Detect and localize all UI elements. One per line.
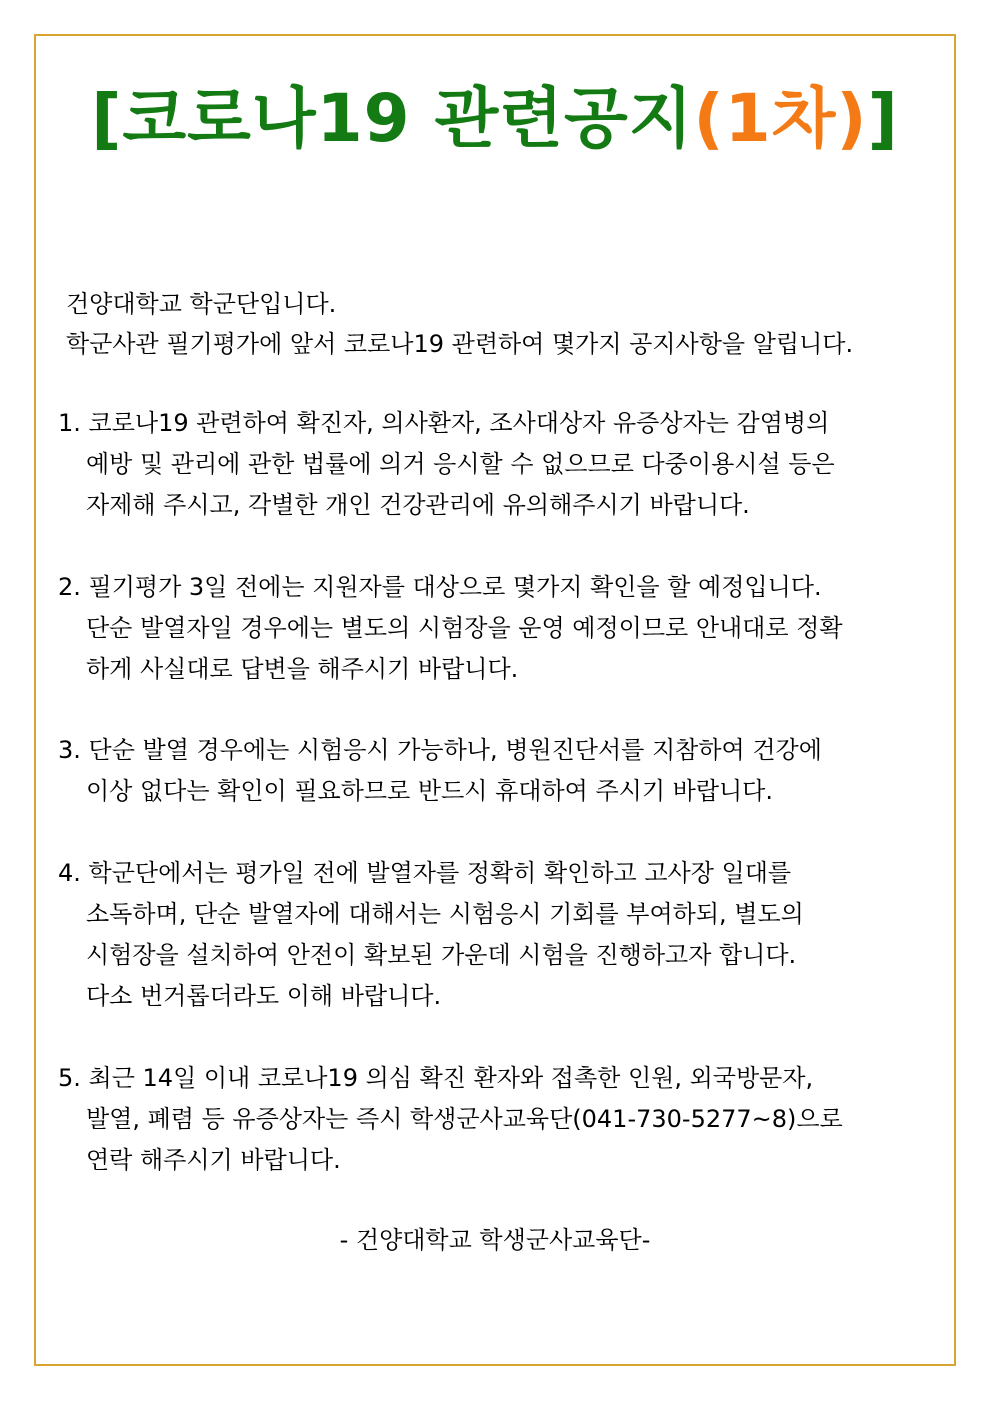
- notice-item-2: [58, 567, 938, 690]
- notice-item-line: 3. 단순 발열 경우에는 시험응시 가능하나, 병원진단서를 지참하여 건강에: [58, 736, 822, 764]
- title-close-bracket: ]: [867, 80, 899, 157]
- signature: - 건양대학교 학생군사교육단-: [339, 1226, 651, 1254]
- notice-item-line: 발열, 폐렴 등 유증상자는 즉시 학생군사교육단(041-730-5277~8)으로: [86, 1105, 843, 1133]
- notice-item-line: 다소 번거롭더라도 이해 바랍니다.: [86, 982, 442, 1010]
- notice-item-line: 1. 코로나19 관련하여 확진자, 의사환자, 조사대상자 유증상자는 감염병의: [58, 409, 830, 437]
- notice-item-line: 단순 발열자일 경우에는 별도의 시험장을 운영 예정이므로 안내대로 정확: [86, 614, 843, 642]
- notice-item-line: 시험장을 설치하여 안전이 확보된 가운데 시험을 진행하고자 합니다.: [86, 941, 797, 969]
- notice-item-line: 예방 및 관리에 관한 법률에 의거 응시할 수 없으므로 다중이용시설 등은: [86, 450, 835, 478]
- title-suffix: (1차): [693, 80, 868, 157]
- notice-item-line: 소독하며, 단순 발열자에 대해서는 시험응시 기회를 부여하되, 별도의: [86, 900, 804, 928]
- notice-item-line: 이상 없다는 확인이 필요하므로 반드시 휴대하여 주시기 바랍니다.: [86, 777, 773, 805]
- notice-item-1: [58, 403, 938, 526]
- intro-line: 건양대학교 학군단입니다.: [66, 290, 337, 318]
- title-open-bracket: [: [91, 80, 123, 157]
- title-main: 코로나19 관련공지: [122, 80, 694, 157]
- notice-item-3: [58, 730, 938, 812]
- notice-title: [34, 74, 956, 164]
- notice-item-5: [58, 1058, 938, 1181]
- notice-item-line: 5. 최근 14일 이내 코로나19 의심 확진 환자와 접촉한 인원, 외국방문자,: [58, 1064, 814, 1092]
- intro-paragraph: [66, 284, 946, 364]
- notice-item-line: 4. 학군단에서는 평가일 전에 발열자를 정확히 확인하고 고사장 일대를: [58, 859, 792, 887]
- notice-item-line: 연락 해주시기 바랍니다.: [86, 1146, 341, 1174]
- notice-item-line: 하게 사실대로 답변을 해주시기 바랍니다.: [86, 655, 519, 683]
- notice-item-line: 2. 필기평가 3일 전에는 지원자를 대상으로 몇가지 확인을 할 예정입니다.: [58, 573, 822, 601]
- intro-line: 학군사관 필기평가에 앞서 코로나19 관련하여 몇가지 공지사항을 알립니다.: [66, 330, 854, 358]
- notice-item-line: 자제해 주시고, 각별한 개인 건강관리에 유의해주시기 바랍니다.: [86, 491, 750, 519]
- notice-item-4: [58, 853, 938, 1017]
